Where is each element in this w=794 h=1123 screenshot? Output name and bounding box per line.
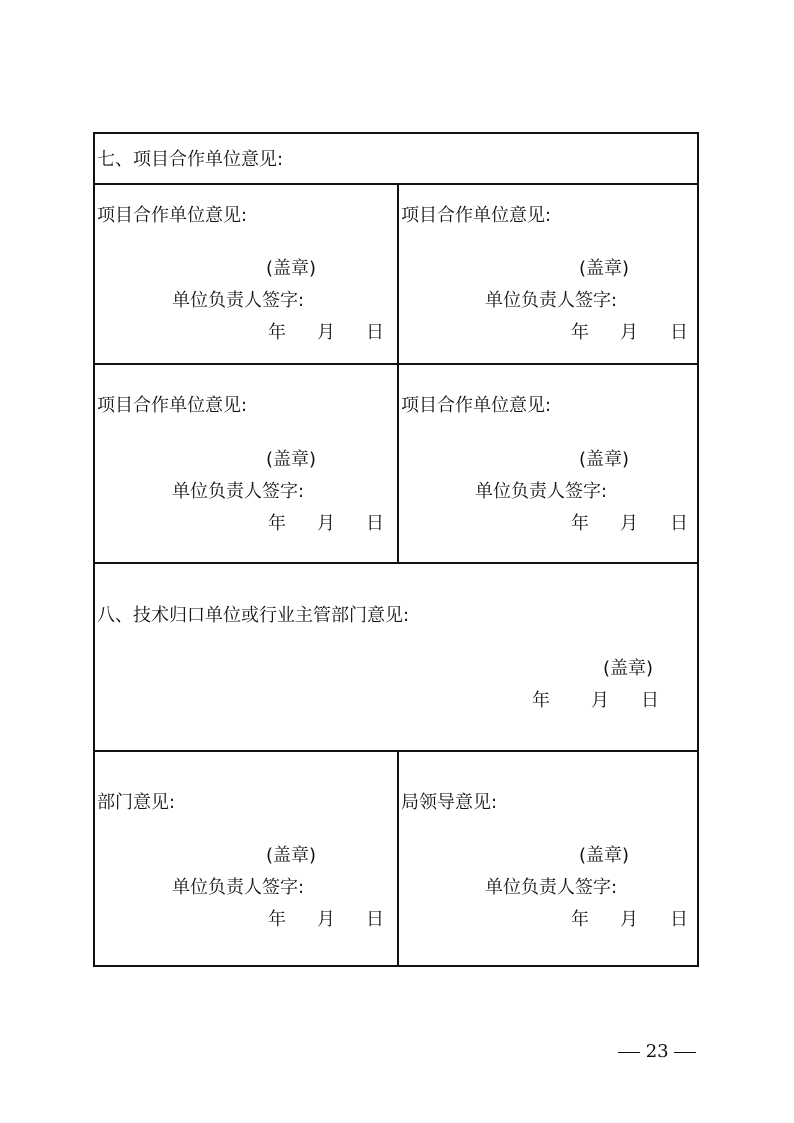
date-day: 日 <box>670 909 688 930</box>
signature-label: 单位负责人签字: <box>485 877 618 898</box>
seal-text: (盖章) <box>579 449 630 470</box>
date-year: 年 <box>532 690 550 711</box>
cell-label: 项目合作单位意见: <box>97 395 248 416</box>
seal-text: (盖章) <box>266 845 317 866</box>
signature-label: 单位负责人签字: <box>172 877 305 898</box>
date-day: 日 <box>670 322 688 343</box>
date-month: 月 <box>591 690 609 711</box>
page-number: 23 <box>645 1041 669 1062</box>
date-month: 月 <box>317 513 335 534</box>
signature-label: 单位负责人签字: <box>475 481 608 502</box>
date-day: 日 <box>366 909 384 930</box>
cell-label: 局领导意见: <box>401 792 498 813</box>
cell-label: 项目合作单位意见: <box>401 205 552 226</box>
seal-text: (盖章) <box>579 258 630 279</box>
seal-text: (盖章) <box>266 258 317 279</box>
row-divider <box>95 750 697 752</box>
signature-label: 单位负责人签字: <box>172 290 305 311</box>
date-day: 日 <box>366 322 384 343</box>
seal-text: (盖章) <box>579 845 630 866</box>
date-month: 月 <box>317 909 335 930</box>
page-footer <box>618 1041 696 1062</box>
date-month: 月 <box>620 909 638 930</box>
row-divider <box>95 183 697 185</box>
date-day: 日 <box>670 513 688 534</box>
cell-label: 部门意见: <box>97 792 176 813</box>
date-day: 日 <box>641 690 659 711</box>
footer-dash-left <box>618 1052 640 1053</box>
cell-label: 项目合作单位意见: <box>401 395 552 416</box>
date-year: 年 <box>571 909 589 930</box>
date-month: 月 <box>317 322 335 343</box>
date-month: 月 <box>620 513 638 534</box>
date-day: 日 <box>366 513 384 534</box>
opinion-form-table <box>93 132 699 967</box>
date-year: 年 <box>268 909 286 930</box>
row-divider <box>95 562 697 564</box>
cell-label: 项目合作单位意见: <box>97 205 248 226</box>
section8-title: 八、技术归口单位或行业主管部门意见: <box>97 605 410 626</box>
date-month: 月 <box>620 322 638 343</box>
date-year: 年 <box>268 322 286 343</box>
date-year: 年 <box>571 322 589 343</box>
date-year: 年 <box>571 513 589 534</box>
signature-label: 单位负责人签字: <box>485 290 618 311</box>
seal-text: (盖章) <box>266 449 317 470</box>
column-divider <box>397 183 399 564</box>
row-divider <box>95 363 697 365</box>
section7-title: 七、项目合作单位意见: <box>97 149 284 170</box>
footer-dash-right <box>674 1052 696 1053</box>
column-divider <box>397 750 399 967</box>
date-year: 年 <box>268 513 286 534</box>
seal-text: (盖章) <box>603 658 654 679</box>
signature-label: 单位负责人签字: <box>172 481 305 502</box>
